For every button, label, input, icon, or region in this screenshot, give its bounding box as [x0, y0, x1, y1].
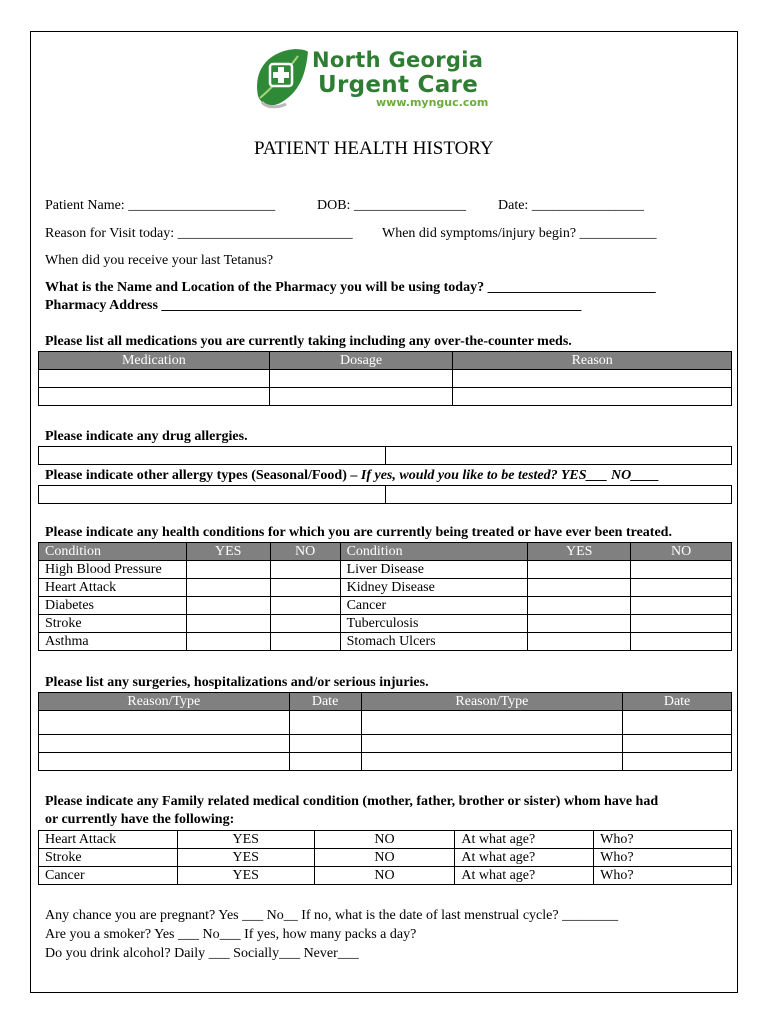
conditions-table: [38, 542, 732, 651]
medication-cell[interactable]: [39, 388, 270, 406]
family-condition-label: Heart Attack: [39, 831, 178, 849]
family-yes-option[interactable]: YES: [177, 831, 314, 849]
reason-header: Reason: [453, 352, 732, 370]
family-history-prompt-cont: or currently have the following:: [45, 812, 235, 827]
family-who-field[interactable]: Who?: [594, 831, 732, 849]
table-row: [39, 486, 732, 504]
condition-label: Diabetes: [39, 597, 187, 615]
date-cell[interactable]: [289, 735, 361, 753]
reason-type-header: Reason/Type: [361, 693, 623, 711]
medication-cell[interactable]: [39, 370, 270, 388]
no-cell[interactable]: [270, 615, 340, 633]
dosage-header: Dosage: [269, 352, 453, 370]
patient-name-field[interactable]: Patient Name: _____________________: [45, 198, 276, 213]
yes-cell[interactable]: [186, 561, 270, 579]
yes-cell[interactable]: [528, 615, 631, 633]
reason-type-cell[interactable]: [361, 735, 623, 753]
other-allergy-cell[interactable]: [385, 486, 732, 504]
yes-cell[interactable]: [186, 579, 270, 597]
drug-allergies-prompt: Please indicate any drug allergies.: [45, 429, 248, 444]
condition-label: Tuberculosis: [340, 615, 528, 633]
allergy-test-question[interactable]: If yes, would you like to be tested? YES___ NO____: [360, 468, 660, 483]
condition-label: Cancer: [340, 597, 528, 615]
no-cell[interactable]: [270, 633, 340, 651]
condition-header: Condition: [39, 543, 187, 561]
other-allergies-prompt: [45, 468, 659, 484]
logo-url: www.mynguc.com: [376, 96, 489, 109]
smoker-question[interactable]: Are you a smoker? Yes ___ No___ If yes, how many packs a day?: [45, 927, 417, 942]
drug-allergy-cell[interactable]: [385, 447, 732, 465]
yes-cell[interactable]: [528, 579, 631, 597]
drug-allergy-cell[interactable]: [39, 447, 386, 465]
medications-prompt: Please list all medications you are currently taking including any over-the-counter meds.: [45, 334, 572, 349]
reason-type-cell[interactable]: [39, 711, 290, 735]
yes-cell[interactable]: [186, 597, 270, 615]
pharmacy-address-field[interactable]: Pharmacy Address ____________________________________________________________: [45, 298, 582, 313]
no-cell[interactable]: [270, 561, 340, 579]
medications-table: [38, 351, 732, 406]
family-yes-option[interactable]: YES: [177, 849, 314, 867]
no-cell[interactable]: [270, 597, 340, 615]
date-cell[interactable]: [623, 711, 732, 735]
clinic-logo: [252, 46, 522, 112]
condition-label: Stroke: [39, 615, 187, 633]
reason-type-cell[interactable]: [361, 753, 623, 771]
family-history-table: [38, 830, 732, 885]
surgeries-prompt: Please list any surgeries, hospitalizations and/or serious injuries.: [45, 675, 429, 690]
yes-cell[interactable]: [186, 615, 270, 633]
reason-for-visit-field[interactable]: Reason for Visit today: _________________________: [45, 226, 353, 241]
date-cell[interactable]: [623, 735, 732, 753]
table-row: [39, 867, 732, 885]
tetanus-question: When did you receive your last Tetanus?: [45, 253, 274, 268]
table-row: [39, 597, 732, 615]
table-row: [39, 388, 732, 406]
yes-cell[interactable]: [528, 633, 631, 651]
family-condition-label: Cancer: [39, 867, 178, 885]
medication-header: Medication: [39, 352, 270, 370]
table-row: [39, 561, 732, 579]
date-field[interactable]: Date: ________________: [498, 198, 644, 213]
condition-label: High Blood Pressure: [39, 561, 187, 579]
family-age-field[interactable]: At what age?: [455, 867, 594, 885]
date-header: Date: [623, 693, 732, 711]
leaf-cross-icon: [252, 46, 310, 112]
family-age-field[interactable]: At what age?: [455, 849, 594, 867]
condition-header: Condition: [340, 543, 528, 561]
yes-cell[interactable]: [528, 597, 631, 615]
logo-name-line1: North Georgia: [312, 48, 484, 72]
date-cell[interactable]: [623, 753, 732, 771]
logo-name-line2: Urgent Care: [318, 72, 479, 98]
no-header: NO: [270, 543, 340, 561]
table-row: [39, 633, 732, 651]
family-who-field[interactable]: Who?: [594, 849, 732, 867]
family-no-option[interactable]: NO: [314, 867, 455, 885]
condition-label: Stomach Ulcers: [340, 633, 528, 651]
family-no-option[interactable]: NO: [314, 831, 455, 849]
table-row: [39, 831, 732, 849]
dosage-cell[interactable]: [269, 370, 453, 388]
table-row: [39, 370, 732, 388]
no-cell[interactable]: [631, 597, 732, 615]
drug-allergies-table: [38, 446, 732, 465]
table-row: [39, 735, 732, 753]
alcohol-question[interactable]: Do you drink alcohol? Daily ___ Socially___ Never___: [45, 946, 359, 961]
table-row: [39, 615, 732, 633]
family-no-option[interactable]: NO: [314, 849, 455, 867]
no-cell[interactable]: [631, 633, 732, 651]
dob-field[interactable]: DOB: ________________: [317, 198, 466, 213]
no-header: NO: [631, 543, 732, 561]
yes-header: YES: [186, 543, 270, 561]
condition-label: Asthma: [39, 633, 187, 651]
conditions-prompt: Please indicate any health conditions for which you are currently being treated or have ever been treated.: [45, 525, 672, 540]
page-title: PATIENT HEALTH HISTORY: [254, 138, 494, 159]
table-row: [39, 447, 732, 465]
symptoms-begin-field[interactable]: When did symptoms/injury begin? ___________: [382, 226, 657, 241]
yes-header: YES: [528, 543, 631, 561]
yes-cell[interactable]: [186, 633, 270, 651]
table-row: [39, 849, 732, 867]
surgeries-table: [38, 692, 732, 771]
no-cell[interactable]: [270, 579, 340, 597]
condition-label: Heart Attack: [39, 579, 187, 597]
dosage-cell[interactable]: [269, 388, 453, 406]
table-row: [39, 579, 732, 597]
table-row: [39, 711, 732, 735]
family-age-field[interactable]: At what age?: [455, 831, 594, 849]
date-cell[interactable]: [289, 711, 361, 735]
family-condition-label: Stroke: [39, 849, 178, 867]
reason-type-cell[interactable]: [39, 735, 290, 753]
reason-type-cell[interactable]: [39, 753, 290, 771]
date-cell[interactable]: [289, 753, 361, 771]
condition-label: Kidney Disease: [340, 579, 528, 597]
no-cell[interactable]: [631, 579, 732, 597]
yes-cell[interactable]: [528, 561, 631, 579]
pharmacy-question[interactable]: What is the Name and Location of the Pharmacy you will be using today? ________________________: [45, 280, 656, 295]
reason-type-cell[interactable]: [361, 711, 623, 735]
table-row: [39, 753, 732, 771]
reason-cell[interactable]: [453, 388, 732, 406]
reason-type-header: Reason/Type: [39, 693, 290, 711]
no-cell[interactable]: [631, 561, 732, 579]
other-allergy-cell[interactable]: [39, 486, 386, 504]
other-allergies-table: [38, 485, 732, 504]
condition-label: Liver Disease: [340, 561, 528, 579]
pregnancy-question[interactable]: Any chance you are pregnant? Yes ___ No__ If no, what is the date of last menstrual cycle? ________: [45, 908, 619, 923]
family-history-prompt: Please indicate any Family related medical condition (mother, father, brother or sister) whom have had: [45, 794, 659, 809]
family-who-field[interactable]: Who?: [594, 867, 732, 885]
date-header: Date: [289, 693, 361, 711]
other-allergies-label: Please indicate other allergy types (Seasonal/Food) –: [45, 468, 361, 483]
reason-cell[interactable]: [453, 370, 732, 388]
family-yes-option[interactable]: YES: [177, 867, 314, 885]
no-cell[interactable]: [631, 615, 732, 633]
